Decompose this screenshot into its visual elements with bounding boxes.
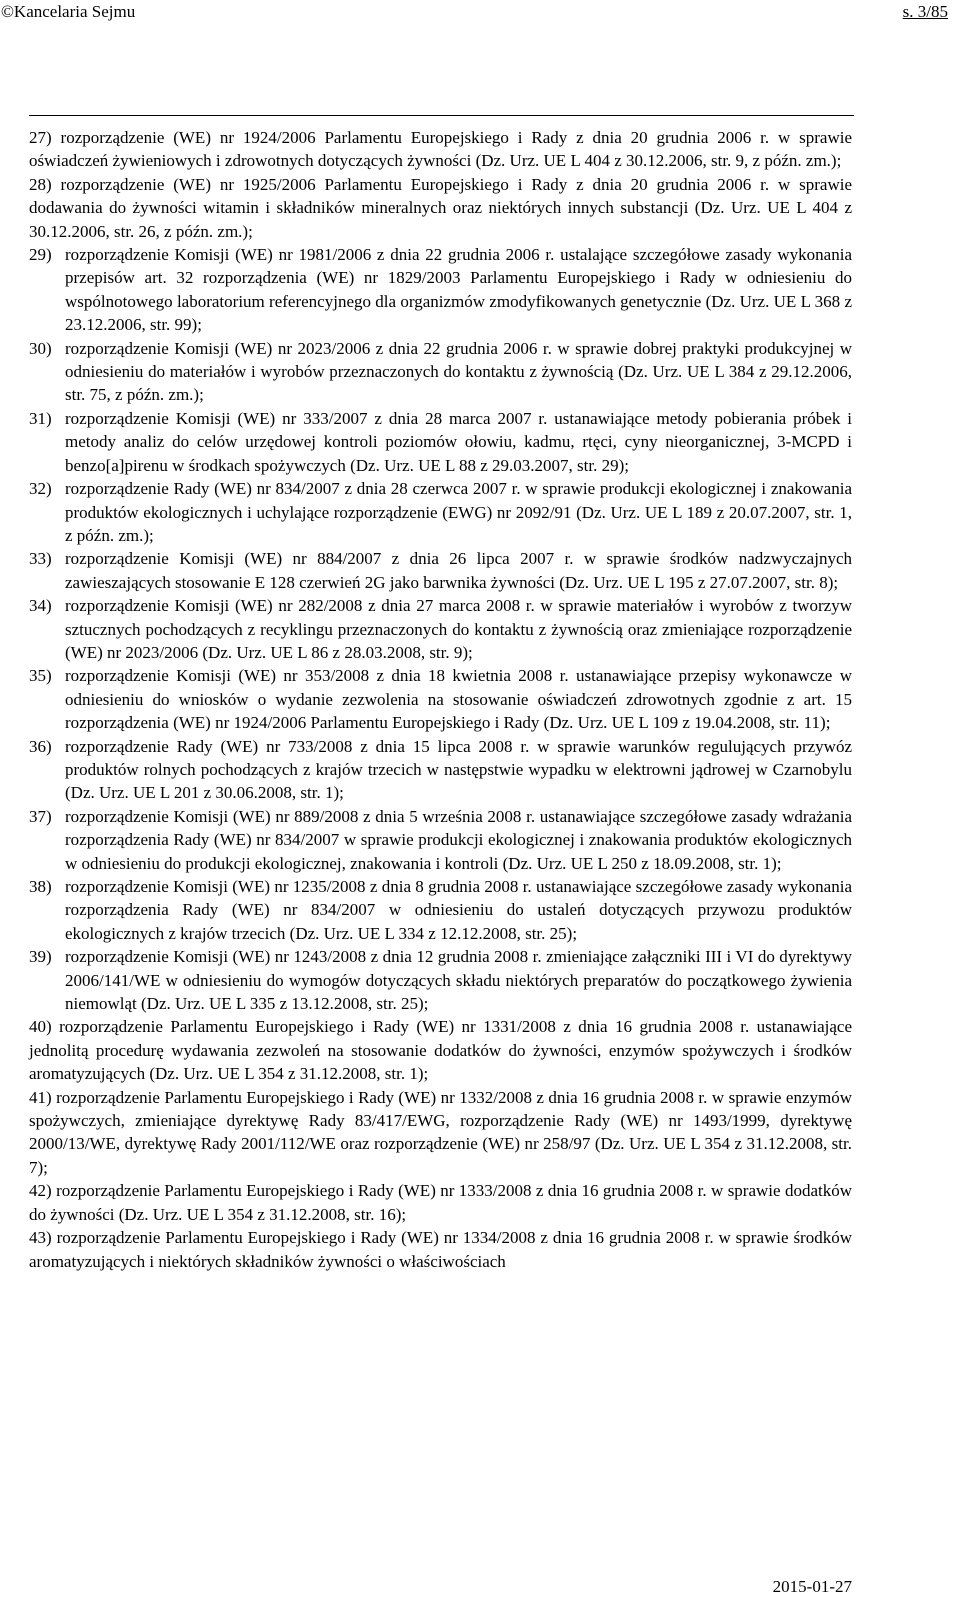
item-text: rozporządzenie Parlamentu Europejskiego i Rady (WE) nr 1334/2008 z dnia 16 grudnia 2008 r. w sprawie środków aromatyzujących i niektórych składników żywności o właściwościach	[29, 1228, 852, 1271]
item-text: rozporządzenie Parlamentu Europejskiego i Rady (WE) nr 1333/2008 z dnia 16 grudnia 2008 r. w sprawie dodatków do żywności (Dz. Urz. UE L 354 z 31.12.2008, str. 16);	[29, 1181, 853, 1224]
copyright-label: ©Kancelaria Sejmu	[1, 2, 136, 21]
item-text: rozporządzenie Komisji (WE) nr 1243/2008 z dnia 12 grudnia 2008 r. zmieniające załączniki III i VI do dyrektywy 2006/141/WE w odniesieniu do wymogów dotyczących składu niektórych preparatów do początkowego żywienia niemowląt (Dz. Urz. UE L 335 z 13.12.2008, str. 25);	[65, 947, 852, 1014]
list-item	[29, 337, 852, 407]
item-number: 37)	[29, 806, 52, 826]
list-item	[29, 594, 852, 664]
item-number: 33)	[29, 549, 52, 569]
list-item	[29, 1015, 852, 1085]
list-item	[29, 1226, 852, 1273]
list-item	[29, 875, 852, 945]
page-number-link[interactable]	[903, 0, 948, 24]
item-text: rozporządzenie Rady (WE) nr 834/2007 z dnia 28 czerwca 2007 r. w sprawie produkcji ekologicznej i znakowania produktów ekologicznych i uchylające rozporządzenie (EWG) nr 2092/91 (Dz. Urz. UE L 189 z 20.07.2007, str. 1, z późn. zm.);	[65, 479, 852, 545]
item-number: 35)	[29, 666, 52, 686]
item-text: rozporządzenie Parlamentu Europejskiego i Rady (WE) nr 1331/2008 z dnia 16 grudnia 2008 r. ustanawiające jednolitą procedurę wydawania zezwoleń na stosowanie dodatków do żywności, enzymów spożywczych i środków aromatyzujących (Dz. Urz. UE L 354 z 31.12.2008, str. 1);	[29, 1017, 853, 1084]
document-date: 2015-01-27	[772, 1577, 852, 1596]
page-number[interactable]: s. 3/85	[902, 2, 948, 21]
list-item	[29, 664, 852, 734]
page-header	[0, 0, 960, 24]
header-divider	[29, 115, 854, 116]
item-text: rozporządzenie Komisji (WE) nr 333/2007 z dnia 28 marca 2007 r. ustanawiające metody pobierania próbek i metody analiz do celów urzędowej kontroli poziomów ołowiu, kadmu, rtęci, cyny nieorganicznej, 3-MCPD i benzo[a]pirenu w środkach spożywczych (Dz. Urz. UE L 88 z 29.03.2007, str. 29);	[65, 408, 852, 475]
item-text: rozporządzenie Komisji (WE) nr 884/2007 z dnia 26 lipca 2007 r. w sprawie środków nadzwyczajnych zawieszających stosowanie E 128 czerwień 2G jako barwnika żywności (Dz. Urz. UE L 195 z 27.07.2007, str. 8);	[65, 549, 852, 592]
item-number: 39)	[29, 947, 52, 967]
item-number: 40)	[29, 1017, 52, 1037]
item-text: rozporządzenie Komisji (WE) nr 353/2008 z dnia 18 kwietnia 2008 r. ustanawiające przepisy wykonawcze w odniesieniu do wniosków o wydanie zezwolenia na stosowanie oświadczeń zdrowotnych zgodnie z art. 15 rozporządzenia (WE) nr 1924/2006 Parlamentu Europejskiego i Rady (Dz. Urz. UE L 109 z 19.04.2008, str. 11);	[65, 666, 852, 733]
item-text: rozporządzenie (WE) nr 1924/2006 Parlamentu Europejskiego i Rady z dnia 20 grudnia 2006 r. w sprawie oświadczeń żywieniowych i zdrowotnych dotyczących żywności (Dz. Urz. UE L 404 z 30.12.2006, str. 9, z późn. zm.);	[29, 128, 853, 171]
item-number: 34)	[29, 596, 52, 616]
item-text: rozporządzenie Parlamentu Europejskiego i Rady (WE) nr 1332/2008 z dnia 16 grudnia 2008 r. w sprawie enzymów spożywczych, zmieniające dyrektywę Rady 83/417/EWG, rozporządzenie Rady (WE) nr 1493/1999, dyrektywę 2000/13/WE, dyrektywę Rady 2001/112/WE oraz rozporządzenie (WE) nr 258/97 (Dz. Urz. UE L 354 z 31.12.2008, str. 7);	[29, 1087, 852, 1177]
list-item	[29, 945, 852, 1015]
list-item	[29, 407, 852, 477]
item-number: 38)	[29, 877, 52, 896]
item-number: 42)	[29, 1181, 52, 1201]
item-number: 28)	[29, 174, 52, 194]
item-number: 27)	[29, 128, 52, 147]
document-body	[29, 126, 852, 1273]
item-number: 43)	[29, 1228, 52, 1248]
list-item	[29, 1179, 852, 1226]
list-item	[29, 735, 852, 805]
item-number: 41)	[29, 1087, 52, 1107]
item-number: 31)	[29, 408, 52, 428]
item-number: 36)	[29, 736, 52, 756]
list-item	[29, 1086, 852, 1180]
item-number: 29)	[29, 245, 52, 265]
list-item	[29, 243, 852, 337]
list-item	[29, 477, 852, 547]
item-number: 30)	[29, 338, 52, 358]
list-item	[29, 547, 852, 594]
item-text: rozporządzenie Komisji (WE) nr 2023/2006 z dnia 22 grudnia 2006 r. w sprawie dobrej praktyki produkcyjnej w odniesieniu do materiałów i wyrobów przeznaczonych do kontaktu z żywnością (Dz. Urz. UE L 384 z 29.12.2006, str. 75, z późn. zm.);	[65, 338, 852, 405]
list-item	[29, 173, 852, 243]
item-text: rozporządzenie Rady (WE) nr 733/2008 z dnia 15 lipca 2008 r. w sprawie warunków regulujących przywóz produktów rolnych pochodzących z krajów trzecich w następstwie wypadku w elektrowni jądrowej w Czarnobylu (Dz. Urz. UE L 201 z 30.06.2008, str. 1);	[65, 736, 852, 803]
list-item	[29, 126, 852, 173]
list-item	[29, 805, 852, 875]
item-text: rozporządzenie Komisji (WE) nr 889/2008 z dnia 5 września 2008 r. ustanawiające szczegółowe zasady wdrażania rozporządzenia Rady (WE) nr 834/2007 w sprawie produkcji ekologicznej i znakowania produktów ekologicznych w odniesieniu do produkcji ekologicznej, znakowania i kontroli (Dz. Urz. UE L 250 z 18.09.2008, str. 1);	[65, 806, 852, 873]
item-number: 32)	[29, 479, 52, 499]
item-text: rozporządzenie Komisji (WE) nr 282/2008 z dnia 27 marca 2008 r. w sprawie materiałów i wyrobów z tworzyw sztucznych pochodzących z recyklingu przeznaczonych do kontaktu z żywnością oraz zmieniające rozporządzenie (WE) nr 2023/2006 (Dz. Urz. UE L 86 z 28.03.2008, str. 9);	[65, 596, 852, 662]
item-text: rozporządzenie Komisji (WE) nr 1981/2006 z dnia 22 grudnia 2006 r. ustalające szczegółowe zasady wykonania przepisów art. 32 rozporządzenia (WE) nr 1829/2003 Parlamentu Europejskiego i Rady w odniesieniu do wspólnotowego laboratorium referencyjnego dla organizmów zmodyfikowanych genetycznie (Dz. Urz. UE L 368 z 23.12.2006, str. 99);	[65, 245, 852, 335]
item-text: rozporządzenie Komisji (WE) nr 1235/2008 z dnia 8 grudnia 2008 r. ustanawiające szczegółowe zasady wykonania rozporządzenia Rady (WE) nr 834/2007 w odniesieniu do ustaleń dotyczących przywozu produktów ekologicznych z krajów trzecich (Dz. Urz. UE L 334 z 12.12.2008, str. 25);	[65, 877, 852, 943]
item-text: rozporządzenie (WE) nr 1925/2006 Parlamentu Europejskiego i Rady z dnia 20 grudnia 2006 r. w sprawie dodawania do żywności witamin i składników mineralnych oraz niektórych innych substancji (Dz. Urz. UE L 404 z 30.12.2006, str. 26, z późn. zm.);	[29, 174, 853, 241]
